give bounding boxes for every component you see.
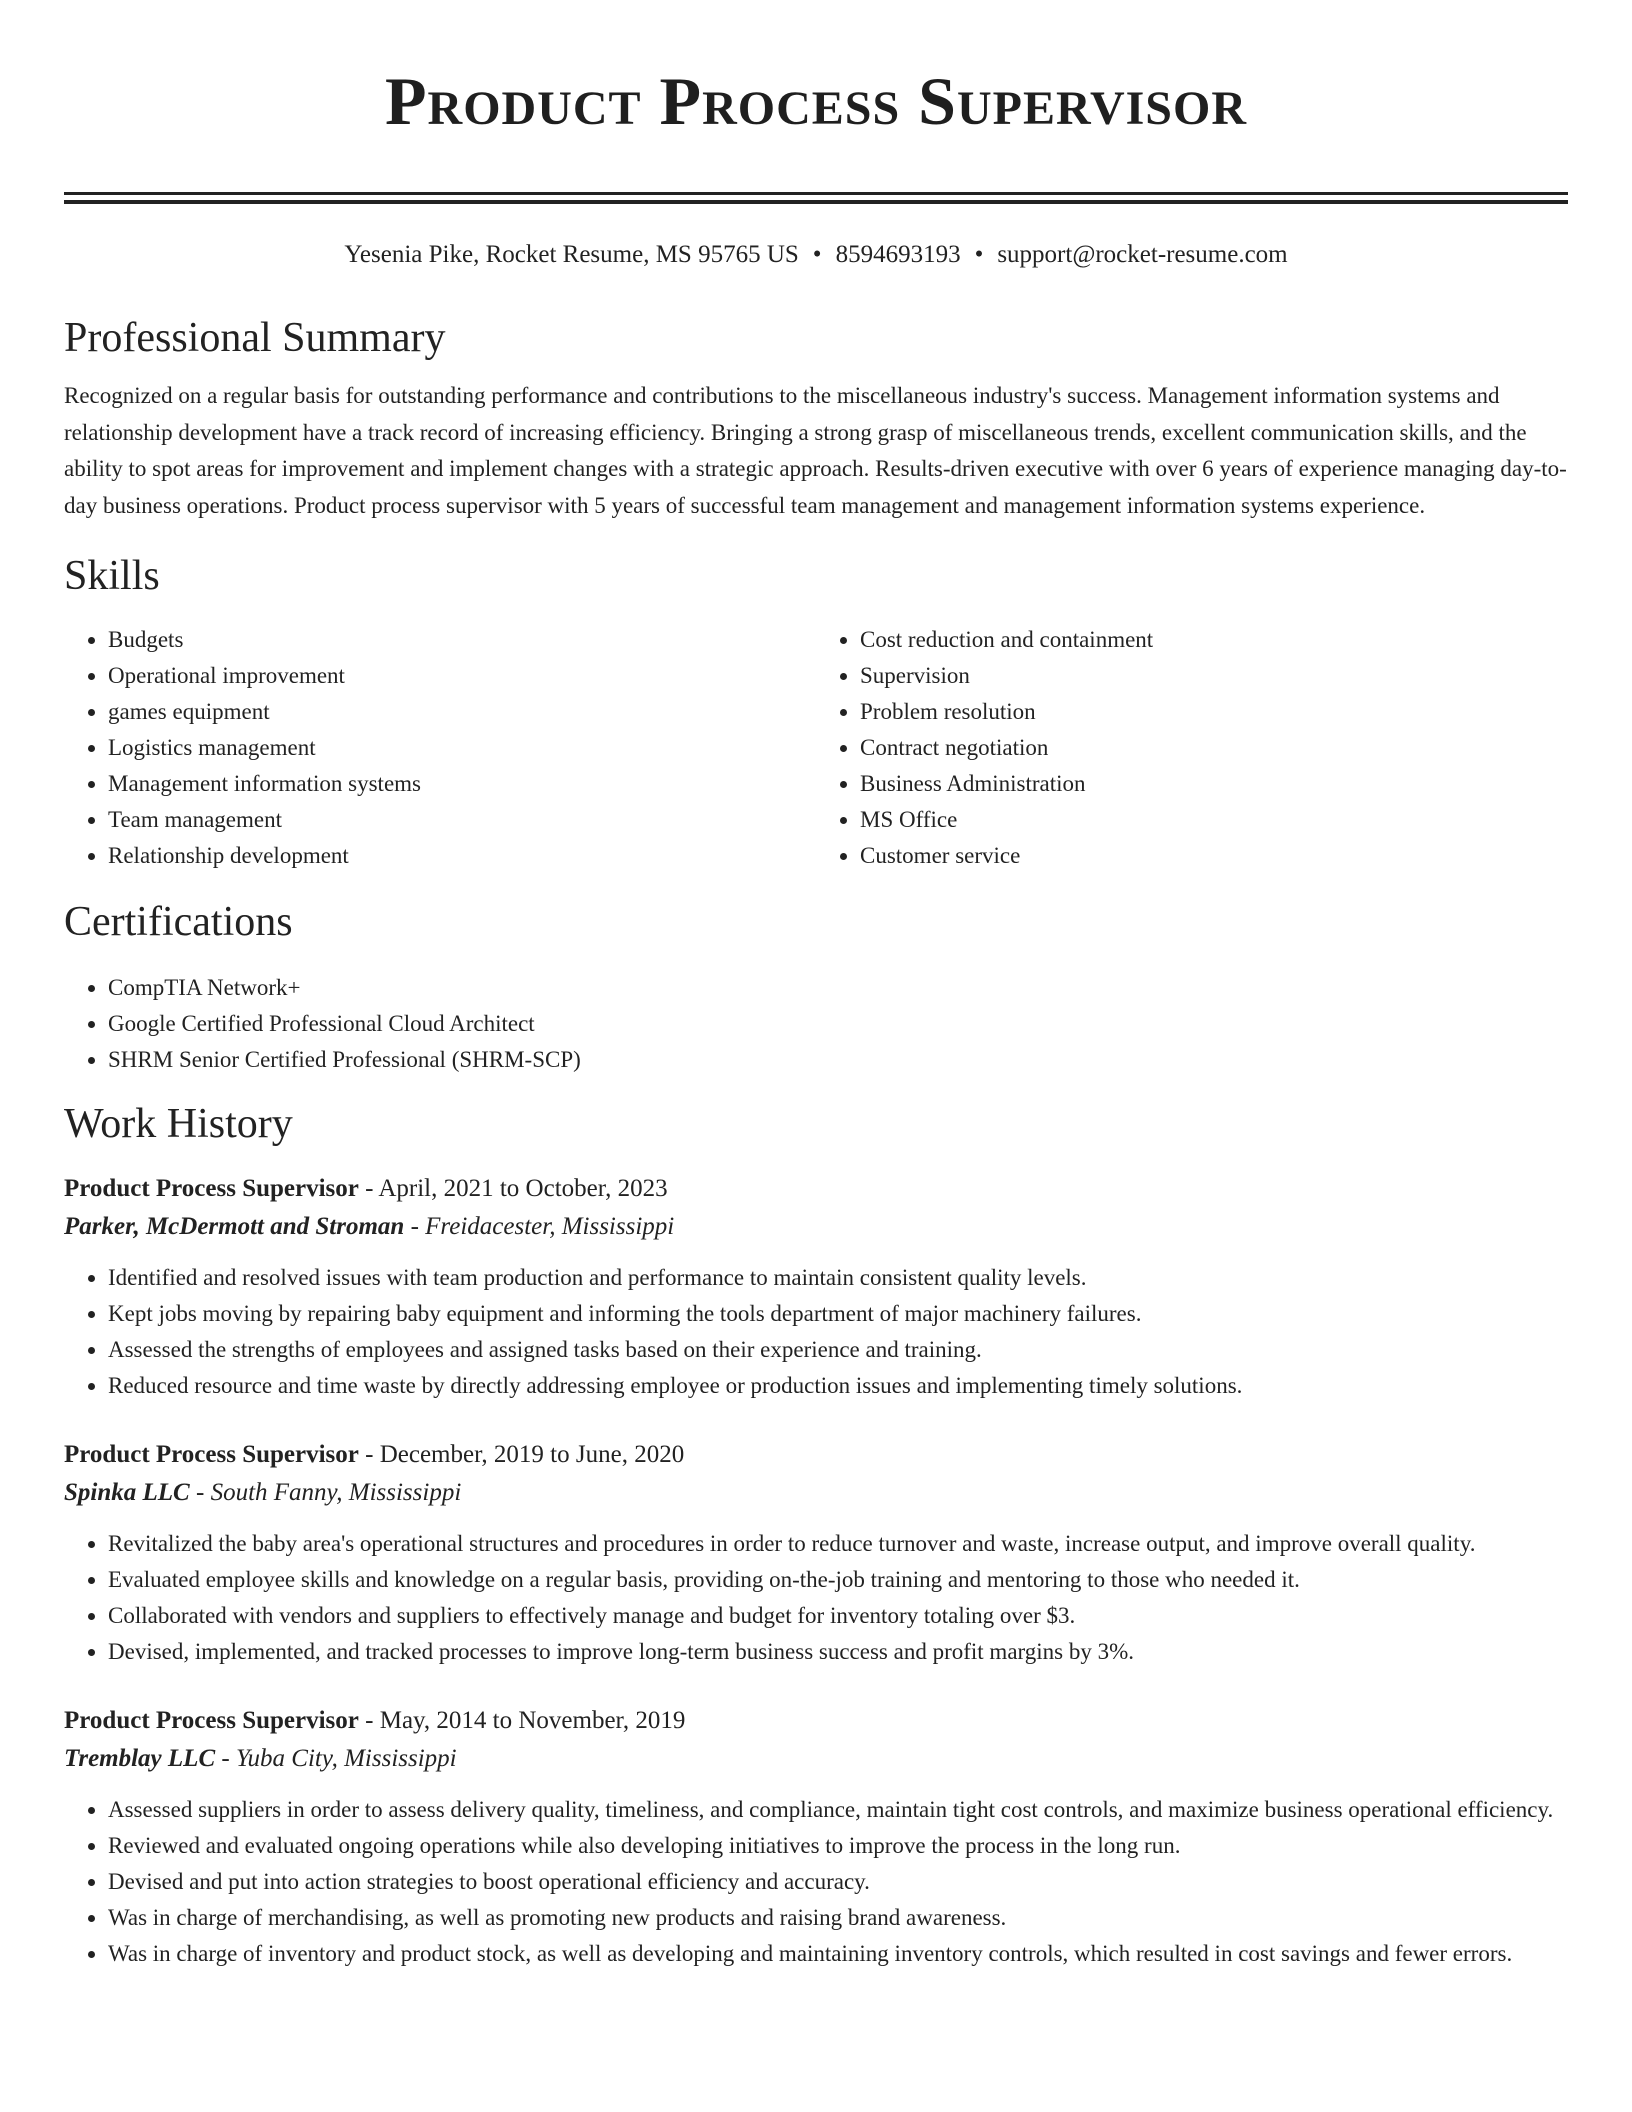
skill-item: • games equipment xyxy=(108,694,816,730)
job-dash: - xyxy=(358,1707,380,1734)
company-dash: - xyxy=(189,1479,211,1506)
contact-line xyxy=(64,238,1568,272)
company-location: Freidacester, Mississippi xyxy=(425,1213,675,1240)
contact-separator: • xyxy=(812,241,822,268)
certification-item: • CompTIA Network+ xyxy=(108,970,1568,1006)
job-bullet: • Revitalized the baby area's operational structures and procedures in order to reduce turnover and waste, increase output, and improve overall quality. xyxy=(108,1526,1568,1562)
company-line xyxy=(64,1740,1568,1778)
job-title-line xyxy=(64,1702,1568,1740)
job-dates: April, 2021 to October, 2023 xyxy=(378,1175,668,1202)
certifications-list xyxy=(64,970,1568,1078)
summary-heading: Professional Summary xyxy=(64,315,446,361)
skill-item: • Cost reduction and containment xyxy=(860,622,1568,658)
job-bullet: • Assessed suppliers in order to assess delivery quality, timeliness, and compliance, maintain tight cost controls, and maximize business operational efficiency. xyxy=(108,1792,1568,1828)
company-name: Tremblay LLC xyxy=(64,1745,216,1772)
job-bullet: • Kept jobs moving by repairing baby equipment and informing the tools department of major machinery failures. xyxy=(108,1296,1568,1332)
company-dash: - xyxy=(215,1745,236,1772)
company-location: South Fanny, Mississippi xyxy=(210,1479,462,1506)
skill-item: • Customer service xyxy=(860,838,1568,874)
job-title: Product Process Supervisor xyxy=(64,1175,359,1202)
job-dates: May, 2014 to November, 2019 xyxy=(379,1707,686,1734)
company-name: Spinka LLC xyxy=(64,1479,190,1506)
job-dash: - xyxy=(358,1175,379,1202)
contact-phone: 8594693193 xyxy=(835,241,961,268)
certification-item: • Google Certified Professional Cloud Architect xyxy=(108,1006,1568,1042)
job-bullet: • Devised, implemented, and tracked processes to improve long-term business success and profit margins by 3%. xyxy=(108,1634,1568,1670)
contact-email[interactable]: support@rocket-resume.com xyxy=(997,241,1288,268)
skill-item: • Problem resolution xyxy=(860,694,1568,730)
certification-item: • SHRM Senior Certified Professional (SHRM-SCP) xyxy=(108,1042,1568,1078)
skill-item: • Team management xyxy=(108,802,816,838)
company-location: Yuba City, Mississippi xyxy=(235,1745,457,1772)
job-title-line xyxy=(64,1436,1568,1474)
company-name: Parker, McDermott and Stroman xyxy=(64,1213,405,1240)
skill-item: • Operational improvement xyxy=(108,658,816,694)
job-bullet: • Evaluated employee skills and knowledge on a regular basis, providing on-the-job training and mentoring to those who needed it. xyxy=(108,1562,1568,1598)
page-title: Product Process Supervisor xyxy=(385,63,1247,139)
job-entry xyxy=(64,1436,1568,1670)
skills-list xyxy=(64,622,1568,874)
skills-heading: Skills xyxy=(64,553,160,599)
skill-item: • Relationship development xyxy=(108,838,816,874)
contact-separator: • xyxy=(974,241,984,268)
job-bullets xyxy=(64,1260,1568,1404)
job-title-line xyxy=(64,1170,1568,1208)
company-line xyxy=(64,1208,1568,1246)
job-entry xyxy=(64,1702,1568,1972)
company-line xyxy=(64,1474,1568,1512)
job-bullet: • Devised and put into action strategies to boost operational efficiency and accuracy. xyxy=(108,1864,1568,1900)
company-dash: - xyxy=(404,1213,426,1240)
skills-column-right xyxy=(816,622,1568,874)
skill-item: • MS Office xyxy=(860,802,1568,838)
contact-address: Yesenia Pike, Rocket Resume, MS 95765 US xyxy=(344,241,799,268)
job-bullet: • Was in charge of merchandising, as well as promoting new products and raising brand awareness. xyxy=(108,1900,1568,1936)
skill-item: • Business Administration xyxy=(860,766,1568,802)
job-entry xyxy=(64,1170,1568,1404)
title-divider xyxy=(64,192,1568,204)
skill-item: • Contract negotiation xyxy=(860,730,1568,766)
job-bullet: • Identified and resolved issues with team production and performance to maintain consistent quality levels. xyxy=(108,1260,1568,1296)
skill-item: • Budgets xyxy=(108,622,816,658)
job-title: Product Process Supervisor xyxy=(64,1441,359,1468)
work-history-heading: Work History xyxy=(64,1101,293,1147)
job-dates: December, 2019 to June, 2020 xyxy=(379,1441,685,1468)
job-bullet: • Assessed the strengths of employees and assigned tasks based on their experience and training. xyxy=(108,1332,1568,1368)
skill-item: • Supervision xyxy=(860,658,1568,694)
certifications-heading: Certifications xyxy=(64,899,293,945)
skills-column-left xyxy=(64,622,816,874)
job-bullet: • Collaborated with vendors and suppliers to effectively manage and budget for inventory totaling over $3. xyxy=(108,1598,1568,1634)
job-bullets xyxy=(64,1792,1568,1972)
job-bullet: • Reduced resource and time waste by directly addressing employee or production issues and implementing timely solutions. xyxy=(108,1368,1568,1404)
job-bullet: • Was in charge of inventory and product stock, as well as developing and maintaining inventory controls, which resulted in cost savings and fewer errors. xyxy=(108,1936,1568,1972)
job-bullets xyxy=(64,1526,1568,1670)
skill-item: • Logistics management xyxy=(108,730,816,766)
summary-text: Recognized on a regular basis for outstanding performance and contributions to the miscellaneous industry's success. Management information systems and relationship development have a track record of increasing efficiency. Bringing a strong grasp of miscellaneous trends, excellent communication skills, and the ability to spot areas for improvement and implement changes with a strategic approach. Results-driven executive with over 6 years of experience managing day-to-day business operations. Product process supervisor with 5 years of successful team management and management information systems experience. xyxy=(64,383,1567,518)
job-title: Product Process Supervisor xyxy=(64,1707,359,1734)
job-dash: - xyxy=(358,1441,380,1468)
skill-item: • Management information systems xyxy=(108,766,816,802)
job-bullet: • Reviewed and evaluated ongoing operations while also developing initiatives to improve the process in the long run. xyxy=(108,1828,1568,1864)
